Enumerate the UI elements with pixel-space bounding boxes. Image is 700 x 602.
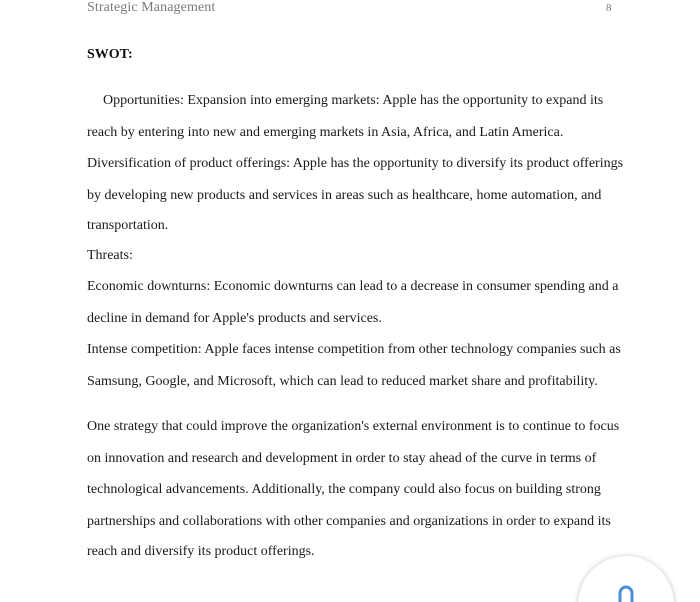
text-line: reach by entering into new and emerging markets in Asia, Africa, and Latin America. (87, 125, 564, 140)
text-line: decline in demand for Apple's products and services. (87, 311, 382, 326)
page-number: 8 (606, 2, 612, 14)
text-line: on innovation and research and development in order to stay ahead of the curve in terms of (87, 451, 597, 466)
floating-action-button[interactable] (578, 556, 674, 602)
text-line: One strategy that could improve the organization's external environment is to continue to focus (87, 419, 620, 434)
text-line: Diversification of product offerings: Apple has the opportunity to diversify its product offerings (87, 156, 624, 171)
text-line: Economic downturns: Economic downturns can lead to a decrease in consumer spending and a (87, 279, 619, 294)
section-heading: SWOT: (87, 47, 133, 62)
text-line: Threats: (87, 248, 133, 263)
running-header-title: Strategic Management (87, 0, 216, 15)
text-line: by developing new products and services in areas such as healthcare, home automation, and (87, 188, 602, 203)
text-line: reach and diversify its product offerings. (87, 544, 315, 559)
text-line: Samsung, Google, and Microsoft, which can lead to reduced market share and profitability. (87, 374, 598, 389)
text-line: Opportunities: Expansion into emerging markets: Apple has the opportunity to expand its (103, 93, 604, 108)
text-line: Intense competition: Apple faces intense competition from other technology companies such as (87, 342, 621, 357)
text-line: transportation. (87, 218, 169, 233)
bookmark-arch-icon (616, 584, 636, 602)
text-line: technological advancements. Additionally, the company could also focus on building strong (87, 482, 601, 497)
text-line: partnerships and collaborations with other companies and organizations in order to expand its (87, 514, 611, 529)
